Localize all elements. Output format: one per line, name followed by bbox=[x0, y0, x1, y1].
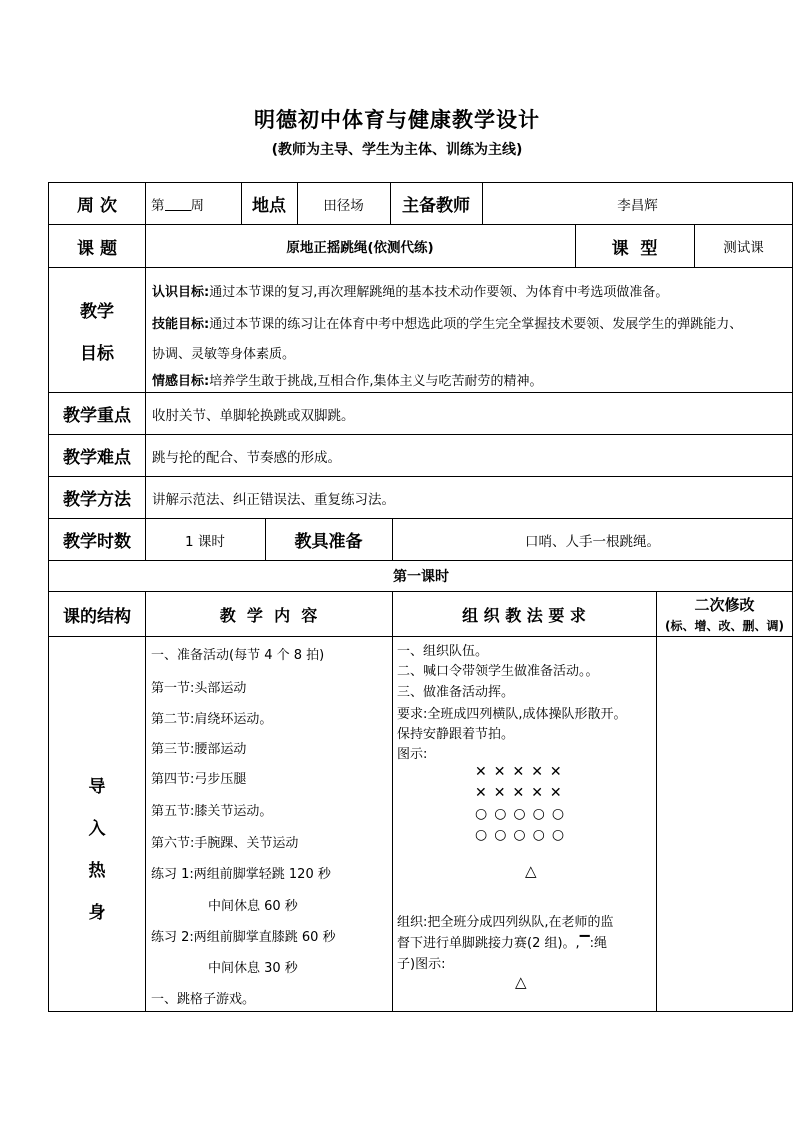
org-line: 要求:全班成四列横队,成体操队形散开。 bbox=[397, 707, 627, 722]
topic-value: 原地正摇跳绳(依测代练) bbox=[286, 240, 434, 256]
hours-value: 1 课时 bbox=[185, 533, 225, 550]
formation-row: ○○○○○ bbox=[475, 806, 572, 822]
org-line: 三、做准备活动挥。 bbox=[397, 685, 515, 700]
revision-col-header bbox=[656, 592, 793, 636]
type-label: 课 型 bbox=[611, 238, 658, 259]
week-blank bbox=[165, 196, 191, 211]
content-line: 一、跳格子游戏。 bbox=[151, 992, 256, 1007]
formation-row: ✕✕✕✕✕ bbox=[475, 785, 569, 801]
goal-cognitive-label: 认识目标: bbox=[152, 285, 210, 300]
org-line: 督下进行单脚跳接力赛(2 组)。,▔:绳 bbox=[397, 936, 608, 951]
warmup-char: 入 bbox=[88, 818, 106, 839]
content-line: 第二节:肩绕环运动。 bbox=[151, 712, 273, 727]
goal-emotion-text: 培养学生敢于挑战,互相合作,集体主义与吃苦耐劳的精神。 bbox=[209, 374, 543, 389]
org-line: 保持安静跟着节拍。 bbox=[397, 727, 515, 742]
teacher-triangle-icon: △ bbox=[515, 973, 534, 991]
difficulty-label: 教学难点 bbox=[63, 448, 131, 468]
key-point-value: 收肘关节、单脚轮换跳或双脚跳。 bbox=[152, 407, 355, 424]
col-divider bbox=[656, 591, 657, 1012]
place-label: 地点 bbox=[252, 196, 286, 216]
goal-skill-text: 通过本节课的练习让在体育中考中想选此项的学生完全掌握技术要领、发展学生的弹跳能力、 bbox=[209, 317, 743, 332]
content-line: 中间休息 30 秒 bbox=[208, 961, 298, 976]
content-line: 第一节:头部运动 bbox=[151, 681, 247, 696]
place-value: 田径场 bbox=[323, 197, 364, 214]
week-suffix: 周 bbox=[190, 197, 204, 214]
equipment-value: 口哨、人手一根跳绳。 bbox=[525, 533, 660, 550]
formation-row: ○○○○○ bbox=[475, 827, 572, 843]
teacher-value: 李昌辉 bbox=[617, 197, 658, 214]
warmup-char: 热 bbox=[88, 860, 106, 881]
organization-col-header: 组 织 教 法 要 求 bbox=[462, 605, 586, 625]
row-divider bbox=[48, 636, 793, 637]
col-divider bbox=[145, 591, 146, 1012]
goal-skill-continued: 协调、灵敏等身体素质。 bbox=[152, 347, 296, 362]
key-point-label: 教学重点 bbox=[63, 406, 131, 426]
goal-cognitive bbox=[152, 281, 668, 300]
equipment-label: 教具准备 bbox=[294, 532, 363, 552]
goal-skill bbox=[152, 313, 742, 332]
formation-row: ✕✕✕✕✕ bbox=[475, 764, 569, 780]
content-line: 第三节:腰部运动 bbox=[151, 742, 247, 757]
org-line: 二、喊口令带领学生做准备活动。。 bbox=[397, 664, 599, 679]
week-prefix: 第 bbox=[151, 197, 165, 214]
week-value bbox=[151, 183, 241, 224]
content-line: 练习 1:两组前脚掌轻跳 120 秒 bbox=[151, 867, 331, 882]
col-divider bbox=[392, 591, 393, 1012]
org-line: 一、组织队伍。 bbox=[397, 644, 489, 659]
goal-emotion bbox=[152, 370, 542, 389]
teacher-label: 主备教师 bbox=[402, 196, 470, 216]
goal-skill-label: 技能目标: bbox=[152, 317, 210, 332]
type-value: 测试课 bbox=[723, 240, 764, 256]
content-line: 第五节:膝关节运动。 bbox=[151, 804, 273, 819]
org-line: 图示: bbox=[397, 747, 428, 762]
hours-label: 教学时数 bbox=[63, 532, 131, 552]
topic-label: 课 题 bbox=[77, 238, 117, 259]
difficulty-value: 跳与抡的配合、节奏感的形成。 bbox=[152, 449, 341, 466]
method-label: 教学方法 bbox=[63, 490, 131, 510]
method-value: 讲解示范法、纠正错误法、重复练习法。 bbox=[152, 491, 395, 508]
week-label: 周 次 bbox=[77, 196, 117, 216]
warmup-char: 身 bbox=[88, 902, 106, 923]
org-line: 组织:把全班分成四列纵队,在老师的监 bbox=[397, 915, 614, 930]
goal-emotion-label: 情感目标: bbox=[152, 374, 210, 389]
goals-label-bottom: 目标 bbox=[80, 343, 114, 364]
row-divider bbox=[48, 267, 793, 268]
page-title: 明德初中体育与健康教学设计 bbox=[254, 108, 540, 132]
page-subtitle: (教师为主导、学生为主体、训练为主线) bbox=[271, 142, 523, 158]
revision-header-title: 二次修改 bbox=[694, 596, 755, 614]
content-line: 一、准备活动(每节 4 个 8 拍) bbox=[151, 648, 325, 663]
goals-label-top: 教学 bbox=[80, 301, 114, 322]
content-line: 第四节:弓步压腿 bbox=[151, 772, 247, 787]
content-col-header: 教 学 内 容 bbox=[219, 605, 318, 625]
structure-col-header: 课的结构 bbox=[63, 606, 131, 627]
content-line: 第六节:手腕踝、关节运动 bbox=[151, 836, 299, 851]
warmup-char: 导 bbox=[88, 776, 106, 797]
lesson-banner: 第一课时 bbox=[393, 569, 449, 585]
content-line: 中间休息 60 秒 bbox=[208, 899, 298, 914]
content-line: 练习 2:两组前脚掌直膝跳 60 秒 bbox=[151, 930, 336, 945]
teacher-triangle-icon: △ bbox=[525, 862, 544, 880]
revision-header-subtitle: (标、增、改、删、调) bbox=[665, 619, 784, 633]
goal-cognitive-text: 通过本节课的复习,再次理解跳绳的基本技术动作要领、为体育中考选项做准备。 bbox=[209, 285, 669, 300]
org-line: 子)图示: bbox=[397, 957, 446, 972]
